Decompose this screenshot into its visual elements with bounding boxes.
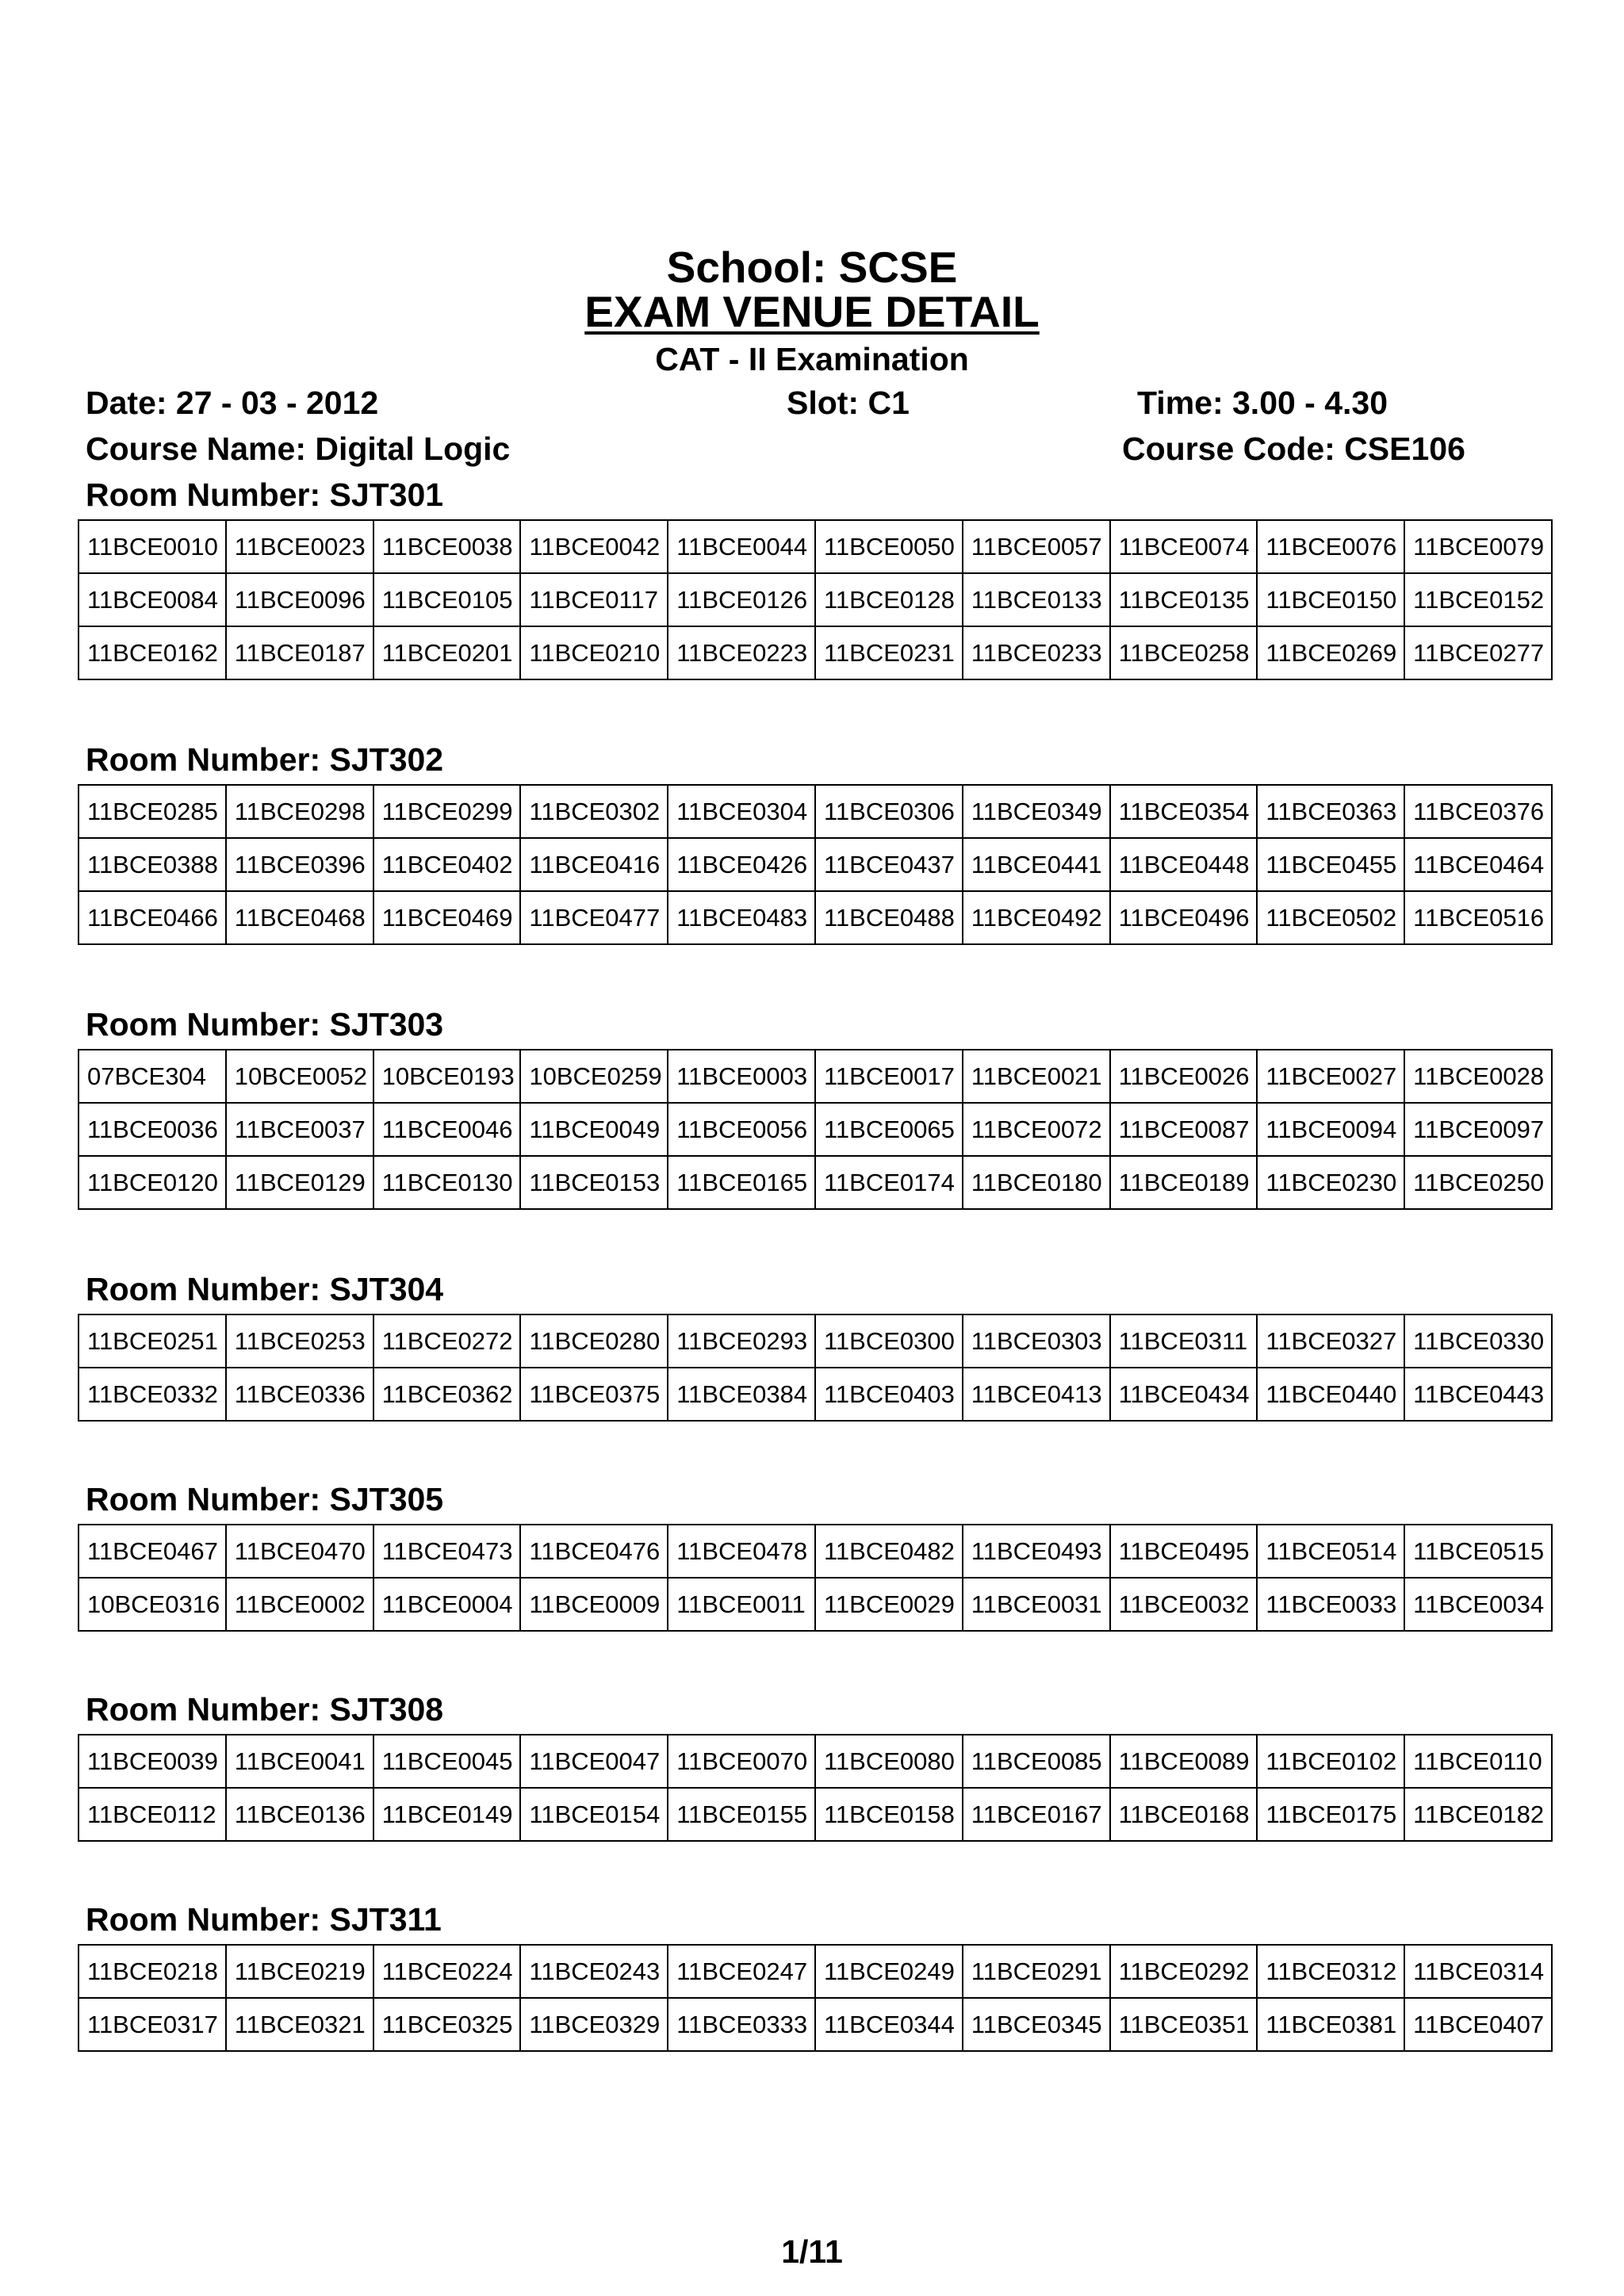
roll-number-cell: 11BCE0413: [963, 1368, 1110, 1421]
roll-number-cell: 11BCE0136: [226, 1788, 373, 1841]
exam-slot: Slot: C1: [787, 385, 910, 421]
roll-number-cell: 11BCE0473: [373, 1525, 521, 1578]
table-row: [79, 838, 1552, 891]
table-row: [79, 1998, 1552, 2051]
roll-number-cell: 11BCE0493: [963, 1525, 1110, 1578]
roll-number-cell: 11BCE0009: [520, 1578, 668, 1631]
roll-number-cell: 11BCE0443: [1404, 1368, 1552, 1421]
table-row: [79, 1788, 1552, 1841]
room-label: Room Number: SJT303: [86, 1006, 444, 1043]
roll-number-cell: 11BCE0153: [520, 1156, 668, 1209]
roll-number-cell: 11BCE0110: [1404, 1735, 1552, 1788]
roll-number-cell: 11BCE0102: [1257, 1735, 1404, 1788]
roll-number-cell: 11BCE0293: [668, 1314, 815, 1368]
roll-number-cell: 10BCE0259: [520, 1050, 668, 1103]
roll-number-cell: 11BCE0174: [815, 1156, 963, 1209]
roll-number-cell: 11BCE0354: [1110, 785, 1258, 838]
roll-number-cell: 11BCE0130: [373, 1156, 521, 1209]
roll-number-cell: 11BCE0021: [963, 1050, 1110, 1103]
roll-number-cell: 11BCE0223: [668, 626, 815, 679]
room-label: Room Number: SJT304: [86, 1271, 444, 1307]
roll-number-cell: 11BCE0045: [373, 1735, 521, 1788]
roll-number-cell: 11BCE0327: [1257, 1314, 1404, 1368]
roll-number-cell: 11BCE0219: [226, 1945, 373, 1998]
school-name: School: SCSE: [666, 243, 958, 292]
table-row: [79, 785, 1552, 838]
roll-number-cell: 11BCE0426: [668, 838, 815, 891]
page-title: EXAM VENUE DETAIL: [584, 287, 1040, 336]
roll-number-cell: 11BCE0416: [520, 838, 668, 891]
roll-number-cell: 11BCE0304: [668, 785, 815, 838]
roll-number-cell: 11BCE0070: [668, 1735, 815, 1788]
roll-number-cell: 11BCE0129: [226, 1156, 373, 1209]
roll-number-cell: 11BCE0182: [1404, 1788, 1552, 1841]
roll-number-cell: 11BCE0165: [668, 1156, 815, 1209]
room-table: [78, 1314, 1553, 1422]
roll-number-cell: 11BCE0050: [815, 520, 963, 573]
roll-number-cell: 11BCE0468: [226, 891, 373, 944]
roll-number-cell: 11BCE0300: [815, 1314, 963, 1368]
roll-number-cell: 11BCE0483: [668, 891, 815, 944]
roll-number-cell: 11BCE0135: [1110, 573, 1258, 626]
roll-number-cell: 10BCE0193: [373, 1050, 521, 1103]
roll-number-cell: 11BCE0333: [668, 1998, 815, 2051]
roll-number-cell: 11BCE0349: [963, 785, 1110, 838]
roll-number-cell: 11BCE0120: [79, 1156, 226, 1209]
roll-number-cell: 11BCE0087: [1110, 1103, 1258, 1156]
roll-number-cell: 11BCE0233: [963, 626, 1110, 679]
roll-number-cell: 11BCE0029: [815, 1578, 963, 1631]
roll-number-cell: 11BCE0470: [226, 1525, 373, 1578]
roll-number-cell: 11BCE0250: [1404, 1156, 1552, 1209]
roll-number-cell: 11BCE0150: [1257, 573, 1404, 626]
roll-number-cell: 11BCE0003: [668, 1050, 815, 1103]
roll-number-cell: 11BCE0028: [1404, 1050, 1552, 1103]
roll-number-cell: 11BCE0128: [815, 573, 963, 626]
roll-number-cell: 11BCE0351: [1110, 1998, 1258, 2051]
roll-number-cell: 11BCE0502: [1257, 891, 1404, 944]
roll-number-cell: 11BCE0031: [963, 1578, 1110, 1631]
roll-number-cell: 11BCE0230: [1257, 1156, 1404, 1209]
roll-number-cell: 07BCE304: [79, 1050, 226, 1103]
roll-number-cell: 11BCE0218: [79, 1945, 226, 1998]
roll-number-cell: 11BCE0249: [815, 1945, 963, 1998]
table-row: [79, 1050, 1552, 1103]
roll-number-cell: 11BCE0026: [1110, 1050, 1258, 1103]
roll-number-cell: 11BCE0306: [815, 785, 963, 838]
roll-number-cell: 11BCE0269: [1257, 626, 1404, 679]
roll-number-cell: 11BCE0303: [963, 1314, 1110, 1368]
roll-number-cell: 11BCE0074: [1110, 520, 1258, 573]
roll-number-cell: 11BCE0469: [373, 891, 521, 944]
roll-number-cell: 11BCE0336: [226, 1368, 373, 1421]
room-table: [78, 784, 1553, 945]
roll-number-cell: 11BCE0488: [815, 891, 963, 944]
roll-number-cell: 11BCE0231: [815, 626, 963, 679]
roll-number-cell: 11BCE0362: [373, 1368, 521, 1421]
roll-number-cell: 11BCE0381: [1257, 1998, 1404, 2051]
roll-number-cell: 11BCE0514: [1257, 1525, 1404, 1578]
roll-number-cell: 11BCE0023: [226, 520, 373, 573]
exam-name: CAT - II Examination: [655, 341, 969, 377]
course-code: Course Code: CSE106: [1122, 430, 1465, 467]
table-row: [79, 626, 1552, 679]
roll-number-cell: 11BCE0467: [79, 1525, 226, 1578]
table-row: [79, 891, 1552, 944]
roll-number-cell: 11BCE0396: [226, 838, 373, 891]
roll-number-cell: 11BCE0126: [668, 573, 815, 626]
roll-number-cell: 11BCE0464: [1404, 838, 1552, 891]
room-label: Room Number: SJT305: [86, 1481, 444, 1517]
roll-number-cell: 11BCE0158: [815, 1788, 963, 1841]
table-row: [79, 1314, 1552, 1368]
roll-number-cell: 11BCE0299: [373, 785, 521, 838]
room-label: Room Number: SJT302: [86, 741, 444, 778]
roll-number-cell: 11BCE0384: [668, 1368, 815, 1421]
roll-number-cell: 11BCE0037: [226, 1103, 373, 1156]
roll-number-cell: 11BCE0407: [1404, 1998, 1552, 2051]
roll-number-cell: 11BCE0154: [520, 1788, 668, 1841]
roll-number-cell: 11BCE0515: [1404, 1525, 1552, 1578]
roll-number-cell: 11BCE0466: [79, 891, 226, 944]
room-table: [78, 1944, 1553, 2052]
roll-number-cell: 11BCE0330: [1404, 1314, 1552, 1368]
roll-number-cell: 11BCE0072: [963, 1103, 1110, 1156]
roll-number-cell: 11BCE0089: [1110, 1735, 1258, 1788]
roll-number-cell: 11BCE0049: [520, 1103, 668, 1156]
table-row: [79, 1525, 1552, 1578]
room-table: [78, 519, 1553, 680]
roll-number-cell: 11BCE0155: [668, 1788, 815, 1841]
roll-number-cell: 11BCE0272: [373, 1314, 521, 1368]
roll-number-cell: 11BCE0041: [226, 1735, 373, 1788]
roll-number-cell: 11BCE0057: [963, 520, 1110, 573]
roll-number-cell: 11BCE0175: [1257, 1788, 1404, 1841]
roll-number-cell: 11BCE0476: [520, 1525, 668, 1578]
room-table: [78, 1524, 1553, 1632]
roll-number-cell: 11BCE0437: [815, 838, 963, 891]
table-row: [79, 573, 1552, 626]
roll-number-cell: 11BCE0162: [79, 626, 226, 679]
roll-number-cell: 11BCE0477: [520, 891, 668, 944]
roll-number-cell: 11BCE0363: [1257, 785, 1404, 838]
roll-number-cell: 11BCE0344: [815, 1998, 963, 2051]
roll-number-cell: 11BCE0317: [79, 1998, 226, 2051]
roll-number-cell: 11BCE0034: [1404, 1578, 1552, 1631]
roll-number-cell: 11BCE0105: [373, 573, 521, 626]
roll-number-cell: 11BCE0032: [1110, 1578, 1258, 1631]
roll-number-cell: 11BCE0325: [373, 1998, 521, 2051]
roll-number-cell: 11BCE0375: [520, 1368, 668, 1421]
exam-date: Date: 27 - 03 - 2012: [86, 385, 379, 421]
roll-number-cell: 11BCE0516: [1404, 891, 1552, 944]
roll-number-cell: 11BCE0117: [520, 573, 668, 626]
roll-number-cell: 11BCE0112: [79, 1788, 226, 1841]
roll-number-cell: 10BCE0052: [226, 1050, 373, 1103]
roll-number-cell: 11BCE0247: [668, 1945, 815, 1998]
roll-number-cell: 11BCE0434: [1110, 1368, 1258, 1421]
roll-number-cell: 11BCE0152: [1404, 573, 1552, 626]
roll-number-cell: 11BCE0403: [815, 1368, 963, 1421]
roll-number-cell: 11BCE0080: [815, 1735, 963, 1788]
roll-number-cell: 11BCE0441: [963, 838, 1110, 891]
room-label: Room Number: SJT311: [86, 1901, 442, 1938]
roll-number-cell: 11BCE0065: [815, 1103, 963, 1156]
roll-number-cell: 11BCE0280: [520, 1314, 668, 1368]
roll-number-cell: 11BCE0312: [1257, 1945, 1404, 1998]
table-row: [79, 520, 1552, 573]
roll-number-cell: 11BCE0056: [668, 1103, 815, 1156]
room-table: [78, 1049, 1553, 1210]
roll-number-cell: 11BCE0448: [1110, 838, 1258, 891]
roll-number-cell: 11BCE0224: [373, 1945, 521, 1998]
roll-number-cell: 11BCE0253: [226, 1314, 373, 1368]
roll-number-cell: 11BCE0042: [520, 520, 668, 573]
roll-number-cell: 11BCE0258: [1110, 626, 1258, 679]
roll-number-cell: 11BCE0076: [1257, 520, 1404, 573]
table-row: [79, 1735, 1552, 1788]
roll-number-cell: 11BCE0440: [1257, 1368, 1404, 1421]
roll-number-cell: 11BCE0292: [1110, 1945, 1258, 1998]
roll-number-cell: 11BCE0002: [226, 1578, 373, 1631]
roll-number-cell: 11BCE0285: [79, 785, 226, 838]
roll-number-cell: 11BCE0251: [79, 1314, 226, 1368]
roll-number-cell: 11BCE0180: [963, 1156, 1110, 1209]
roll-number-cell: 11BCE0004: [373, 1578, 521, 1631]
roll-number-cell: 11BCE0332: [79, 1368, 226, 1421]
table-row: [79, 1945, 1552, 1998]
roll-number-cell: 11BCE0495: [1110, 1525, 1258, 1578]
roll-number-cell: 11BCE0314: [1404, 1945, 1552, 1998]
roll-number-cell: 11BCE0096: [226, 573, 373, 626]
table-row: [79, 1368, 1552, 1421]
roll-number-cell: 11BCE0492: [963, 891, 1110, 944]
room-label: Room Number: SJT301: [86, 476, 444, 513]
roll-number-cell: 11BCE0478: [668, 1525, 815, 1578]
table-row: [79, 1156, 1552, 1209]
roll-number-cell: 11BCE0011: [668, 1578, 815, 1631]
roll-number-cell: 11BCE0496: [1110, 891, 1258, 944]
roll-number-cell: 11BCE0047: [520, 1735, 668, 1788]
roll-number-cell: 11BCE0187: [226, 626, 373, 679]
roll-number-cell: 11BCE0097: [1404, 1103, 1552, 1156]
roll-number-cell: 11BCE0376: [1404, 785, 1552, 838]
roll-number-cell: 11BCE0189: [1110, 1156, 1258, 1209]
roll-number-cell: 11BCE0036: [79, 1103, 226, 1156]
roll-number-cell: 11BCE0133: [963, 573, 1110, 626]
table-row: [79, 1578, 1552, 1631]
roll-number-cell: 11BCE0084: [79, 573, 226, 626]
roll-number-cell: 11BCE0201: [373, 626, 521, 679]
course-name: Course Name: Digital Logic: [86, 430, 511, 467]
roll-number-cell: 11BCE0302: [520, 785, 668, 838]
roll-number-cell: 11BCE0482: [815, 1525, 963, 1578]
roll-number-cell: 11BCE0033: [1257, 1578, 1404, 1631]
roll-number-cell: 11BCE0085: [963, 1735, 1110, 1788]
roll-number-cell: 11BCE0329: [520, 1998, 668, 2051]
table-row: [79, 1103, 1552, 1156]
roll-number-cell: 11BCE0311: [1110, 1314, 1258, 1368]
roll-number-cell: 11BCE0402: [373, 838, 521, 891]
roll-number-cell: 11BCE0243: [520, 1945, 668, 1998]
roll-number-cell: 11BCE0027: [1257, 1050, 1404, 1103]
roll-number-cell: 10BCE0316: [79, 1578, 226, 1631]
page-number: 1/11: [781, 2233, 843, 2270]
roll-number-cell: 11BCE0149: [373, 1788, 521, 1841]
roll-number-cell: 11BCE0291: [963, 1945, 1110, 1998]
exam-time: Time: 3.00 - 4.30: [1137, 385, 1388, 421]
roll-number-cell: 11BCE0017: [815, 1050, 963, 1103]
roll-number-cell: 11BCE0455: [1257, 838, 1404, 891]
roll-number-cell: 11BCE0167: [963, 1788, 1110, 1841]
roll-number-cell: 11BCE0277: [1404, 626, 1552, 679]
roll-number-cell: 11BCE0210: [520, 626, 668, 679]
roll-number-cell: 11BCE0046: [373, 1103, 521, 1156]
roll-number-cell: 11BCE0010: [79, 520, 226, 573]
roll-number-cell: 11BCE0298: [226, 785, 373, 838]
roll-number-cell: 11BCE0039: [79, 1735, 226, 1788]
roll-number-cell: 11BCE0345: [963, 1998, 1110, 2051]
roll-number-cell: 11BCE0321: [226, 1998, 373, 2051]
roll-number-cell: 11BCE0388: [79, 838, 226, 891]
roll-number-cell: 11BCE0079: [1404, 520, 1552, 573]
room-label: Room Number: SJT308: [86, 1691, 444, 1728]
roll-number-cell: 11BCE0044: [668, 520, 815, 573]
roll-number-cell: 11BCE0094: [1257, 1103, 1404, 1156]
room-table: [78, 1734, 1553, 1842]
roll-number-cell: 11BCE0038: [373, 520, 521, 573]
roll-number-cell: 11BCE0168: [1110, 1788, 1258, 1841]
